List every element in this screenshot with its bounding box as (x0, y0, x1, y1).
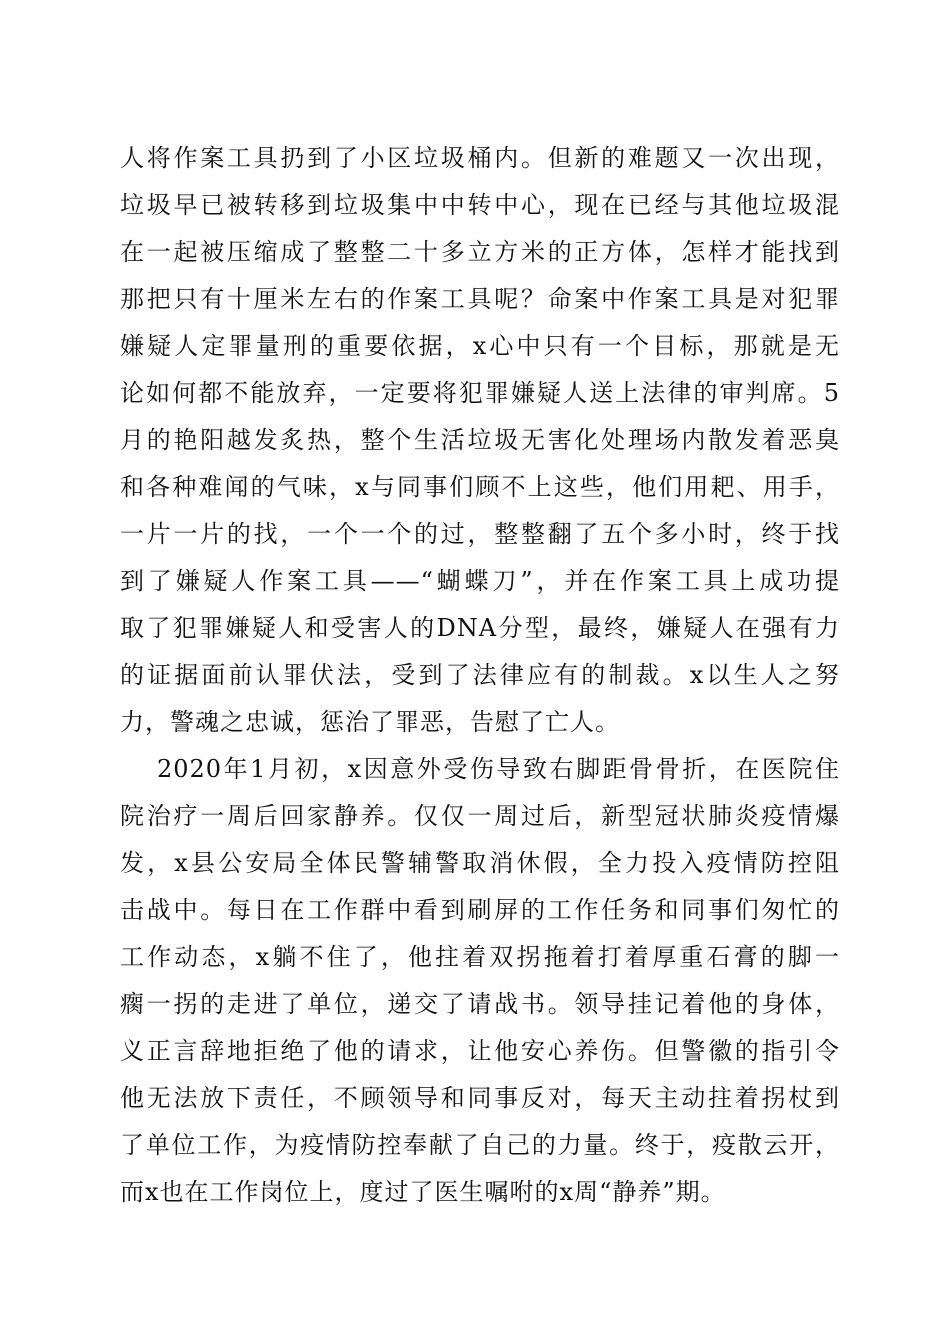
text-line: 到了嫌疑人作案工具——“蝴蝶刀”，并在作案工具上成功提 (120, 567, 840, 595)
text-line: 人将作案工具扔到了小区垃圾桶内。但新的难题又一次出现， (120, 144, 840, 172)
text-line: 和各种难闻的气味，x与同事们顾不上这些，他们用耙、用手， (120, 473, 840, 501)
text-line: 他无法放下责任，不顾领导和同事反对，每天主动拄着拐杖到 (120, 1084, 840, 1112)
text-line: 月的艳阳越发炙热，整个生活垃圾无害化处理场内散发着恶臭 (120, 426, 840, 454)
text-line: 击战中。每日在工作群中看到刷屏的工作任务和同事们匆忙的 (120, 896, 840, 924)
text-line: 论如何都不能放弃，一定要将犯罪嫌疑人送上法律的审判席。5 (120, 379, 840, 407)
text-line: 瘸一拐的走进了单位，递交了请战书。领导挂记着他的身体， (120, 990, 840, 1018)
text-line: 那把只有十厘米左右的作案工具呢？命案中作案工具是对犯罪 (120, 285, 840, 313)
text-line: 而x也在工作岗位上，度过了医生嘱咐的x周“静养”期。 (120, 1178, 726, 1206)
text-line: 一片一片的找，一个一个的过，整整翻了五个多小时，终于找 (120, 520, 840, 548)
text-line: 义正言辞地拒绝了他的请求，让他安心养伤。但警徽的指引令 (120, 1037, 840, 1065)
text-line: 了单位工作，为疫情防控奉献了自己的力量。终于，疫散云开， (120, 1131, 840, 1159)
text-line: 工作动态，x躺不住了，他拄着双拐拖着打着厚重石膏的脚一 (120, 943, 840, 971)
text-line: 发，x县公安局全体民警辅警取消休假，全力投入疫情防控阻 (120, 849, 840, 877)
text-line: 嫌疑人定罪量刑的重要依据，x心中只有一个目标，那就是无 (120, 332, 840, 360)
text-line: 垃圾早已被转移到垃圾集中中转中心，现在已经与其他垃圾混 (120, 191, 840, 219)
text-line: 力，警魂之忠诚，惩治了罪恶，告慰了亡人。 (120, 708, 620, 736)
text-line: 取了犯罪嫌疑人和受害人的DNA分型，最终，嫌疑人在强有力 (120, 614, 840, 642)
text-line: 在一起被压缩成了整整二十多立方米的正方体，怎样才能找到 (120, 238, 840, 266)
text-line: 2020年1月初，x因意外受伤导致右脚距骨骨折，在医院住 (157, 755, 840, 783)
text-line: 院治疗一周后回家静养。仅仅一周过后，新型冠状肺炎疫情爆 (120, 802, 840, 830)
text-line: 的证据面前认罪伏法，受到了法律应有的制裁。x以生人之努 (120, 661, 840, 689)
